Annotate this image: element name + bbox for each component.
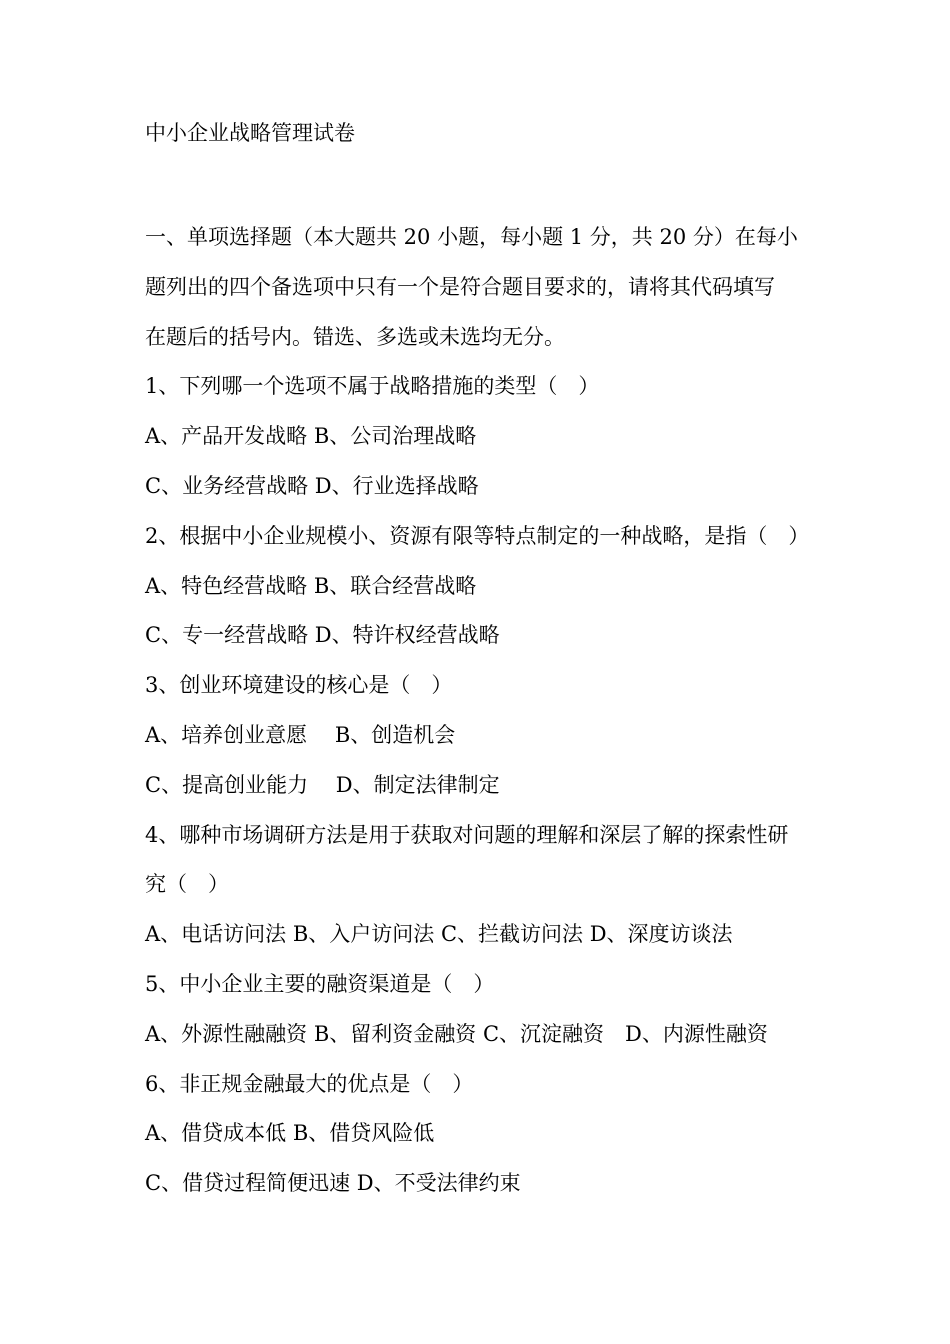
section-heading-line-3: 在题后的括号内。错选、多选或未选均无分。 [145,324,565,349]
question-1-options-ab: A、产品开发战略 B、公司治理战略 [145,424,477,449]
question-5: 5、中小企业主要的融资渠道是（ ） [145,971,495,996]
document-title: 中小企业战略管理试卷 [145,121,355,145]
question-3: 3、创业环境建设的核心是（ ） [145,673,453,698]
question-6-options-ab: A、借贷成本低 B、借贷风险低 [145,1121,435,1146]
question-3-options-cd: C、提高创业能力 D、制定法律制定 [145,772,500,797]
question-4-line-1: 4、哪种市场调研方法是用于获取对问题的理解和深层了解的探索性研 [145,822,789,847]
question-5-options: A、外源性融融资 B、留利资金融资 C、沉淀融资 D、内源性融资 [145,1021,768,1046]
section-heading-line-1: 一、单项选择题（本大题共 20 小题，每小题 1 分，共 20 分）在每小 [145,225,798,249]
question-4-options: A、电话访问法 B、入户访问法 C、拦截访问法 D、深度访谈法 [145,922,733,947]
question-1-options-cd: C、业务经营战略 D、行业选择战略 [145,473,479,498]
section-heading-line-2: 题列出的四个备选项中只有一个是符合题目要求的，请将其代码填写 [145,274,775,299]
question-2: 2、根据中小企业规模小、资源有限等特点制定的一种战略，是指（ ） [145,523,810,548]
question-4-line-2: 究（ ） [145,872,229,897]
question-2-options-ab: A、特色经营战略 B、联合经营战略 [145,573,477,598]
document-body [145,213,821,1209]
question-1: 1、下列哪一个选项不属于战略措施的类型（ ） [145,374,600,399]
question-3-options-ab: A、培养创业意愿 B、创造机会 [145,722,456,747]
question-2-options-cd: C、专一经营战略 D、特许权经营战略 [145,623,500,648]
question-6: 6、非正规金融最大的优点是（ ） [145,1071,474,1096]
question-6-options-cd: C、借贷过程简便迅速 D、不受法律约束 [145,1171,521,1196]
